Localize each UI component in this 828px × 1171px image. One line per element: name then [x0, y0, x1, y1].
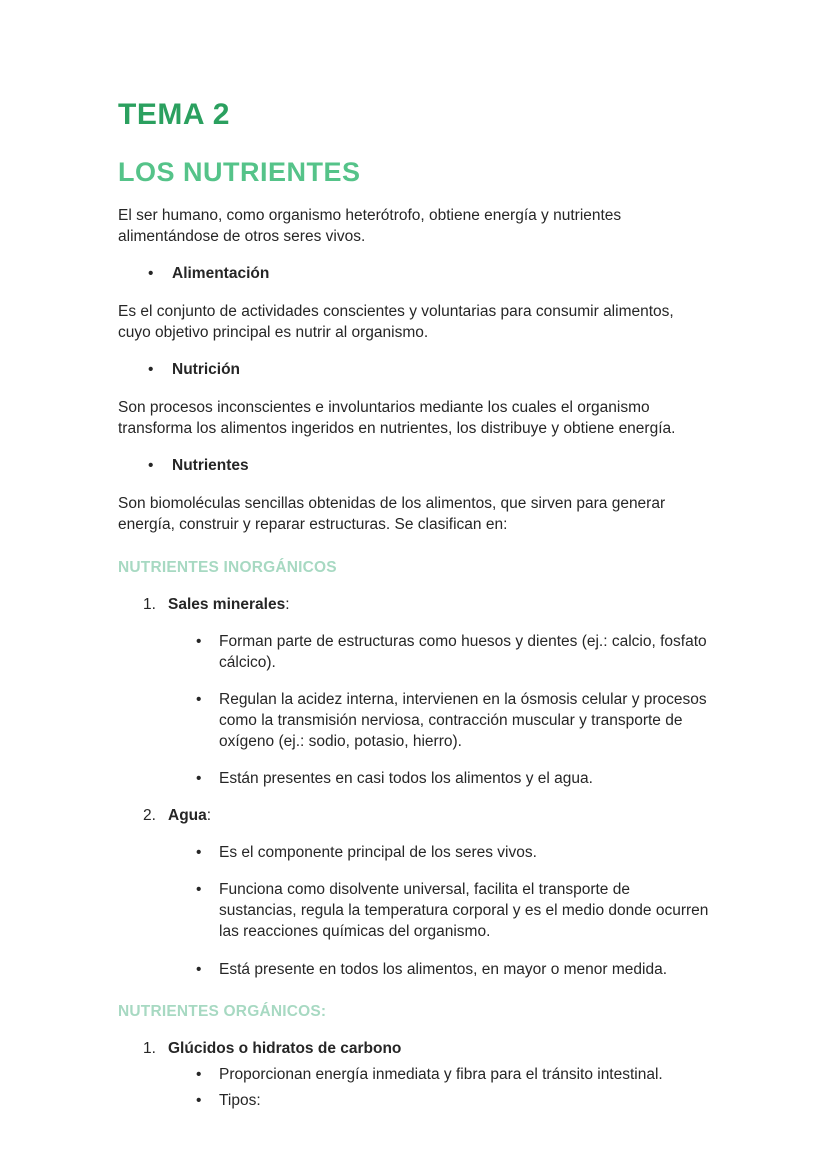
- sub-bullet-text: Forman parte de estructuras como huesos y dientes (ej.: calcio, fosfato cálcico).: [219, 632, 707, 671]
- sub-bullet-text: Proporcionan energía inmediata y fibra para el tránsito intestinal.: [219, 1065, 663, 1083]
- bullet-marker: •: [196, 1091, 202, 1109]
- sub-bullet-text: Funciona como disolvente universal, facilita el transporte de sustancias, regula la temperatura corporal y es el medio donde ocurren las reacciones químicas del organismo.: [219, 881, 709, 941]
- bullet-marker: •: [196, 881, 202, 899]
- term-label: Nutrientes: [172, 457, 249, 475]
- term-label: Nutrición: [172, 361, 241, 379]
- sub-bullet-text: Regulan la acidez interna, intervienen en la ósmosis celular y procesos como la transmisión nerviosa, contracción muscular y transporte de oxígeno (ej.: sodio, potasio, hierro).: [219, 690, 707, 751]
- bullet-item-nutricion: [118, 359, 710, 380]
- bullet-marker: •: [148, 361, 154, 379]
- numbered-item-glucidos: [118, 1038, 710, 1059]
- section-heading-organicos: NUTRIENTES ORGÁNICOS:: [118, 1002, 327, 1020]
- sub-bullet-item: [118, 959, 710, 980]
- term-description: Son biomoléculas sencillas obtenidas de los alimentos, que sirven para generar energía, construir y reparar estructuras. Se clasifican en:: [118, 495, 666, 534]
- intro-paragraph: El ser humano, como organismo heterótrofo, obtiene energía y nutrientes alimentándose de otros seres vivos.: [118, 206, 622, 245]
- sub-bullet-item: [118, 1090, 710, 1111]
- item-label-wrap: [168, 805, 211, 826]
- bullet-item-alimentacion: [118, 263, 710, 284]
- bullet-marker: •: [196, 690, 202, 708]
- item-number: 1.: [143, 595, 156, 613]
- sub-bullet-item: [118, 1064, 710, 1085]
- bullet-marker: •: [196, 844, 202, 862]
- term-label: Alimentación: [172, 264, 270, 282]
- sub-bullet-text: Tipos:: [219, 1091, 261, 1109]
- item-label: Agua: [168, 807, 207, 825]
- sub-bullet-item: [118, 879, 710, 942]
- section-heading-inorganicos: NUTRIENTES INORGÁNICOS: [118, 558, 337, 576]
- sub-bullet-text: Están presentes en casi todos los alimentos y el agua.: [219, 770, 593, 788]
- item-label-wrap: [168, 594, 290, 615]
- numbered-item-agua: [118, 805, 710, 826]
- item-number: 2.: [143, 807, 156, 825]
- term-description: Es el conjunto de actividades conscientes y voluntarias para consumir alimentos, cuyo objetivo principal es nutrir al organismo.: [118, 302, 674, 341]
- item-number: 1.: [143, 1039, 156, 1057]
- sub-bullet-item: [118, 689, 710, 752]
- item-label-suffix: :: [206, 807, 212, 825]
- sub-bullet-item: [118, 631, 710, 673]
- bullet-marker: •: [148, 264, 154, 282]
- sub-bullet-item: [118, 768, 710, 789]
- item-label-wrap: [168, 1038, 401, 1059]
- bullet-item-nutrientes: [118, 455, 710, 476]
- item-label: Glúcidos o hidratos de carbono: [168, 1039, 402, 1057]
- bullet-marker: •: [148, 457, 154, 475]
- sub-bullet-item: [118, 842, 710, 863]
- item-label-suffix: :: [285, 595, 290, 613]
- item-label: Sales minerales: [168, 595, 286, 613]
- bullet-marker: •: [196, 632, 202, 650]
- sub-bullet-text: Es el componente principal de los seres vivos.: [219, 844, 537, 862]
- numbered-item-sales-minerales: [118, 594, 710, 615]
- term-description: Son procesos inconscientes e involuntarios mediante los cuales el organismo transforma los alimentos ingeridos en nutrientes, los distribuye y obtiene energía.: [118, 399, 676, 438]
- doc-title: TEMA 2: [118, 98, 230, 131]
- sub-bullet-text: Está presente en todos los alimentos, en mayor o menor medida.: [219, 960, 668, 978]
- doc-subtitle: LOS NUTRIENTES: [118, 157, 361, 187]
- bullet-marker: •: [196, 770, 202, 788]
- bullet-marker: •: [196, 960, 202, 978]
- bullet-marker: •: [196, 1065, 202, 1083]
